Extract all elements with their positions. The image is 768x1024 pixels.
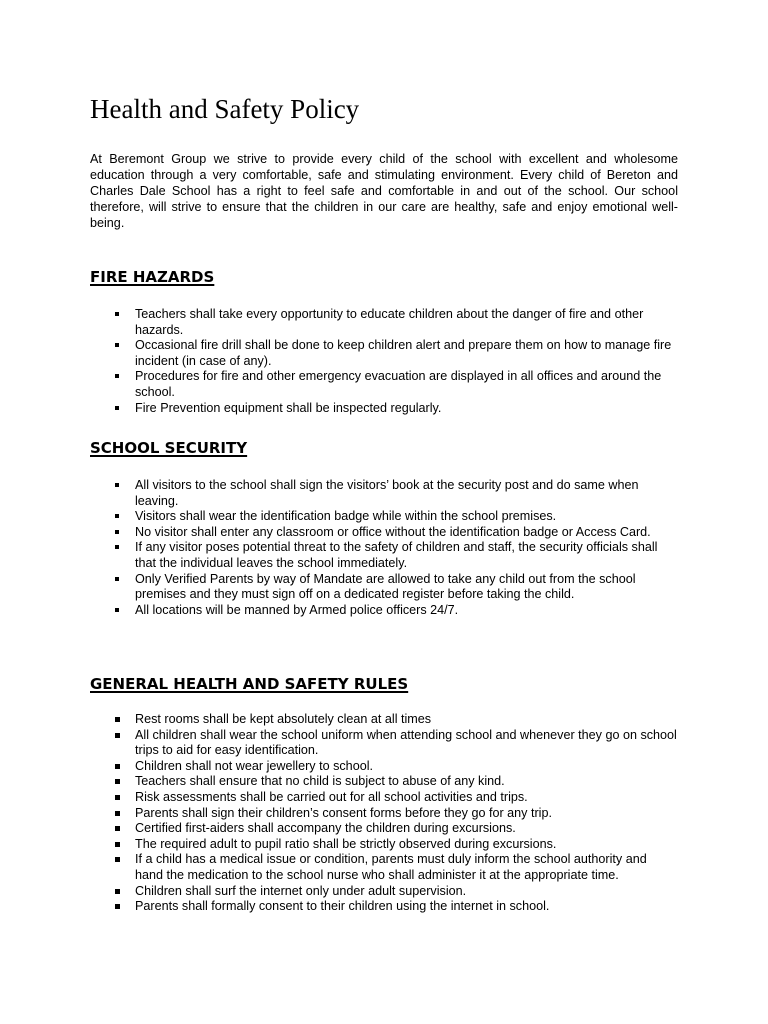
list-item: If a child has a medical issue or condition, parents must duly inform the school authority and hand the medication to the school nurse who shall administer it at the appropriate time. (114, 852, 678, 883)
list-item: Children shall surf the internet only under adult supervision. (114, 884, 678, 900)
fire-hazards-list (114, 307, 678, 416)
list-item: Occasional fire drill shall be done to keep children alert and prepare them on how to manage fire incident (in case of any). (114, 338, 678, 369)
list-item: Teachers shall ensure that no child is subject to abuse of any kind. (114, 774, 678, 790)
section-heading-school-security: SCHOOL SECURITY (90, 439, 248, 457)
list-item: All children shall wear the school uniform when attending school and whenever they go on school trips to aid for easy identification. (114, 728, 678, 759)
general-health-and-safety-rules-list (114, 712, 678, 915)
list-item: Fire Prevention equipment shall be inspected regularly. (114, 401, 678, 417)
list-item: The required adult to pupil ratio shall be strictly observed during excursions. (114, 837, 678, 853)
section-heading-fire-hazards: FIRE HAZARDS (90, 268, 215, 286)
list-item: Teachers shall take every opportunity to educate children about the danger of fire and other hazards. (114, 307, 678, 338)
list-item: Children shall not wear jewellery to school. (114, 759, 678, 775)
list-item: Rest rooms shall be kept absolutely clean at all times (114, 712, 678, 728)
section-heading-general-health-and-safety-rules: GENERAL HEALTH AND SAFETY RULES (90, 675, 409, 693)
page-title: Health and Safety Policy (90, 94, 360, 124)
list-item: Only Verified Parents by way of Mandate are allowed to take any child out from the school premises and they must sign off on a dedicated register before taking the child. (114, 572, 678, 603)
intro-paragraph: At Beremont Group we strive to provide every child of the school with excellent and wholesome education through a very comfortable, safe and stimulating environment. Every child of Bereton and Charles Dale School has a right to feel safe and comfortable in and out of the school. Our school therefore, will strive to ensure that the children in our care are healthy, safe and enjoy emotional well-being. (90, 152, 678, 230)
school-security-list (114, 478, 678, 618)
list-item: Parents shall formally consent to their children using the internet in school. (114, 899, 678, 915)
list-item: No visitor shall enter any classroom or office without the identification badge or Access Card. (114, 525, 678, 541)
list-item: All visitors to the school shall sign the visitors’ book at the security post and do same when leaving. (114, 478, 678, 509)
list-item: All locations will be manned by Armed police officers 24/7. (114, 603, 678, 619)
list-item: Parents shall sign their children’s consent forms before they go for any trip. (114, 806, 678, 822)
list-item: Risk assessments shall be carried out for all school activities and trips. (114, 790, 678, 806)
list-item: Visitors shall wear the identification badge while within the school premises. (114, 509, 678, 525)
list-item: Certified first-aiders shall accompany the children during excursions. (114, 821, 678, 837)
list-item: If any visitor poses potential threat to the safety of children and staff, the security officials shall that the individual leaves the school immediately. (114, 540, 678, 571)
list-item: Procedures for fire and other emergency evacuation are displayed in all offices and around the school. (114, 369, 678, 400)
